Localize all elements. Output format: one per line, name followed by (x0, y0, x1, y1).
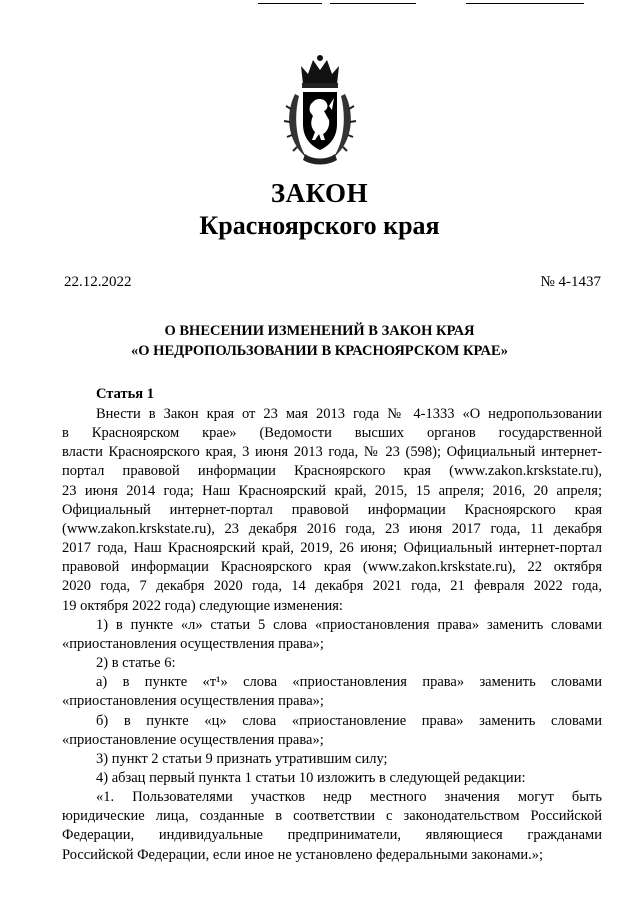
text-line: 23 июня 2014 года; Наш Красноярский край, 2015, 15 апреля; 2016, 20 апреля; (62, 482, 602, 499)
text-line: 4) абзац первый пункта 1 статьи 10 изложить в следующей редакции: (96, 769, 526, 786)
document-date: 22.12.2022 (64, 274, 132, 290)
text-line: 3) пункт 2 статьи 9 признать утратившим силу; (96, 750, 388, 767)
text-line: правовой информации Красноярского края (www.zakon.krskstate.ru), 22 октября (62, 559, 602, 576)
text-line: Официальный интернет-портал правовой информации Красноярского края (62, 501, 602, 518)
text-line: портал правовой информации Красноярского края (www.zakon.krskstate.ru), (62, 463, 602, 480)
text-line: 2) в статье 6: (96, 655, 176, 672)
coat-of-arms-emblem (283, 54, 357, 166)
text-line: 2017 года, Наш Красноярский край, 2019, 26 июня; Официальный интернет-портал (62, 540, 602, 557)
top-rule-far (466, 3, 584, 4)
text-line: власти Красноярского края, 3 июня 2013 года, № 23 (598); Официальный интернет- (62, 444, 602, 461)
top-rule-right (330, 3, 416, 4)
article-body (62, 405, 602, 865)
law-heading-line1: О ВНЕСЕНИИ ИЗМЕНЕНИЙ В ЗАКОН КРАЯ (164, 323, 475, 339)
text-line: Внести в Закон края от 23 мая 2013 года № 4-1333 «О недропользовании (96, 406, 602, 422)
text-line: «приостановление осуществления права»; (62, 731, 324, 748)
article-title: Статья 1 (96, 386, 154, 402)
text-line: (www.zakon.krskstate.ru), 23 декабря 2016 года, 23 июня 2017 года, 11 декабря (62, 520, 602, 537)
text-line: «приостановления осуществления права»; (62, 635, 324, 652)
text-line: 2020 года, 7 декабря 2020 года, 14 декабря 2021 года, 21 февраля 2022 года, (62, 578, 602, 595)
text-line: в Красноярском крае» (Ведомости высших органов государственной (62, 425, 602, 442)
text-line: юридические лица, созданные в соответствии с законодательством Российской (62, 808, 602, 825)
text-line: Российской Федерации, если иное не установлено федеральными законами.»; (62, 846, 544, 863)
text-line: Федерации, индивидуальные предприниматели, являющиеся гражданами (62, 827, 602, 844)
text-line: б) в пункте «ц» слова «приостановление права» заменить словами (96, 712, 602, 729)
text-line: а) в пункте «т¹» слова «приостановления права» заменить словами (96, 674, 602, 691)
text-line: 1) в пункте «л» статьи 5 слова «приостановления права» заменить словами (96, 616, 602, 633)
document-number: № 4-1437 (540, 274, 601, 290)
law-heading-line2: «О НЕДРОПОЛЬЗОВАНИИ В КРАСНОЯРСКОМ КРАЕ» (131, 343, 508, 359)
document-subtitle: Красноярского края (199, 211, 440, 240)
document-title: ЗАКОН (270, 178, 369, 208)
text-line: «приостановления осуществления права»; (62, 693, 324, 710)
text-line: 19 октября 2022 года) следующие изменения: (62, 597, 343, 614)
top-rule-left (258, 3, 322, 4)
text-line: «1. Пользователями участков недр местного значения могут быть (96, 789, 602, 806)
